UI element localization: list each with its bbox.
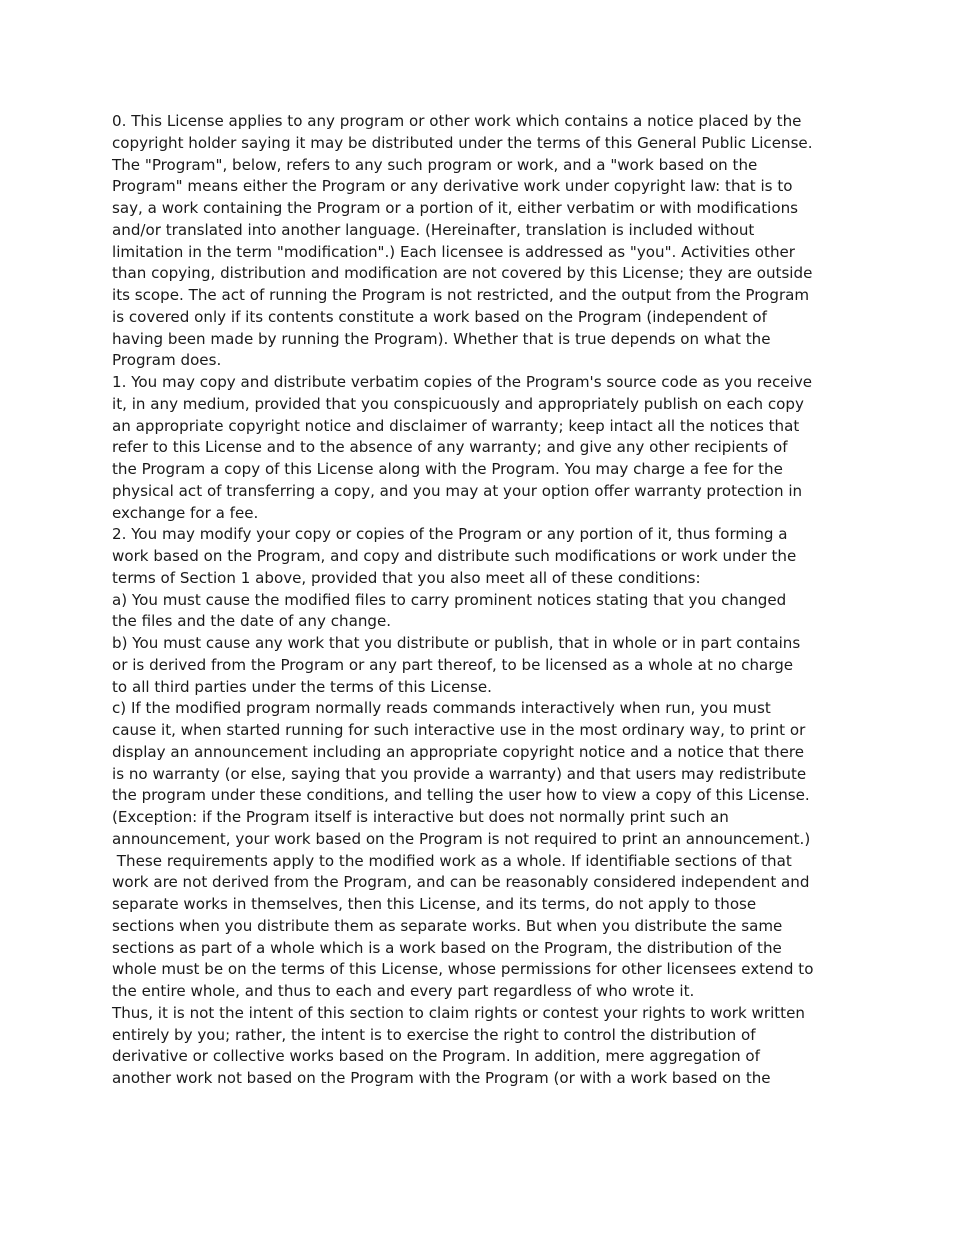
text-line: sections when you distribute them as separate works. But when you distribute the same — [112, 916, 783, 935]
text-line: to all third parties under the terms of this License. — [112, 677, 492, 696]
text-line: cause it, when started running for such interactive use in the most ordinary way, to print or — [112, 721, 806, 739]
text-line: physical act of transferring a copy, and you may at your option offer warranty protection in — [112, 481, 803, 500]
text-line: the Program a copy of this License along with the Program. You may charge a fee for the — [112, 460, 783, 478]
text-line: Program" means either the Program or any derivative work under copyright law: that is to — [112, 177, 793, 196]
text-line: b) You must cause any work that you distribute or publish, that in whole or in part contains — [112, 634, 801, 652]
text-line: Thus, it is not the intent of this section to claim rights or contest your rights to work written — [112, 1003, 805, 1022]
text-line: say, a work containing the Program or a portion of it, either verbatim or with modifications — [112, 199, 799, 217]
text-line: the files and the date of any change. — [112, 612, 392, 631]
license-text-body — [112, 111, 842, 1090]
text-line: exchange for a fee. — [112, 503, 259, 522]
text-line: copyright holder saying it may be distributed under the terms of this General Public License. — [112, 133, 813, 152]
text-line: the entire whole, and thus to each and every part regardless of who wrote it. — [112, 982, 695, 1000]
text-line: work are not derived from the Program, and can be reasonably considered independent and — [112, 873, 810, 892]
text-line: an appropriate copyright notice and disclaimer of warranty; keep intact all the notices that — [112, 416, 800, 435]
text-line: the program under these conditions, and telling the user how to view a copy of this License. — [112, 786, 810, 805]
text-line: whole must be on the terms of this License, whose permissions for other licensees extend to — [112, 960, 814, 979]
text-line: is no warranty (or else, saying that you provide a warranty) and that users may redistribute — [112, 764, 807, 783]
text-line: Program does. — [112, 351, 222, 370]
text-line: 2. You may modify your copy or copies of the Program or any portion of it, thus forming a — [112, 525, 788, 544]
text-line: is covered only if its contents constitute a work based on the Program (independent of — [112, 307, 767, 326]
text-line: it, in any medium, provided that you conspicuously and appropriately publish on each copy — [112, 394, 804, 413]
text-line: having been made by running the Program). Whether that is true depends on what the — [112, 329, 771, 348]
text-line: 1. You may copy and distribute verbatim copies of the Program's source code as you receive — [112, 373, 813, 391]
text-line: than copying, distribution and modification are not covered by this License; they are outside — [112, 264, 813, 283]
text-line: and/or translated into another language. (Hereinafter, translation is included without — [112, 220, 755, 239]
text-line: The "Program", below, refers to any such program or work, and a "work based on the — [112, 155, 758, 174]
text-line: another work not based on the Program with the Program (or with a work based on the — [112, 1069, 771, 1087]
text-line: limitation in the term "modification".) Each licensee is addressed as "you". Activities other — [112, 242, 796, 261]
text-line: separate works in themselves, then this License, and its terms, do not apply to those — [112, 895, 757, 913]
text-line: refer to this License and to the absence of any warranty; and give any other recipients of — [112, 438, 788, 457]
text-line: or is derived from the Program or any part thereof, to be licensed as a whole at no charge — [112, 655, 794, 674]
text-line: (Exception: if the Program itself is interactive but does not normally print such an — [112, 808, 729, 826]
text-line: 0. This License applies to any program or other work which contains a notice placed by the — [112, 112, 802, 130]
text-line: derivative or collective works based on the Program. In addition, mere aggregation of — [112, 1047, 760, 1066]
text-line: work based on the Program, and copy and distribute such modifications or work under the — [112, 547, 797, 565]
text-line: its scope. The act of running the Program is not restricted, and the output from the Program — [112, 286, 810, 304]
text-line: entirely by you; rather, the intent is to exercise the right to control the distribution of — [112, 1025, 756, 1044]
text-line: c) If the modified program normally reads commands interactively when run, you must — [112, 699, 771, 718]
text-line: These requirements apply to the modified work as a whole. If identifiable sections of that — [112, 851, 792, 870]
text-line: terms of Section 1 above, provided that you also meet all of these conditions: — [112, 568, 701, 587]
text-line: display an announcement including an appropriate copyright notice and a notice that there — [112, 742, 805, 761]
text-line: sections as part of a whole which is a work based on the Program, the distribution of the — [112, 938, 782, 957]
text-line: announcement, your work based on the Program is not required to print an announcement.) — [112, 829, 811, 848]
text-line: a) You must cause the modified files to carry prominent notices stating that you changed — [112, 590, 787, 609]
